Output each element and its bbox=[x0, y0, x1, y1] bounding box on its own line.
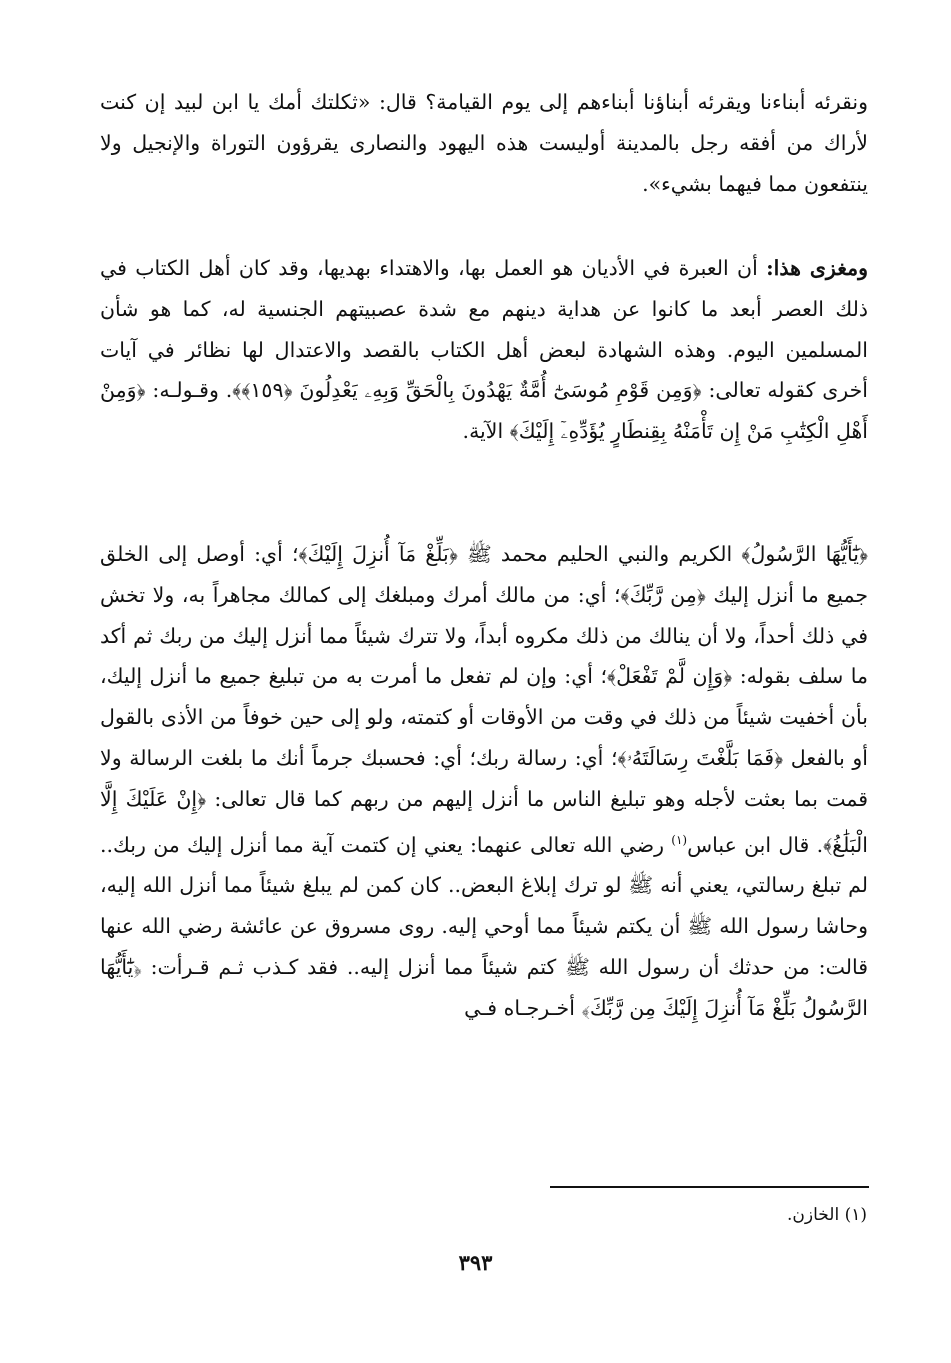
paragraph-3-text: ﴿يَٰٓأَيُّهَا الرَّسُولُ﴾ الكريم والنبي الحليم محمد ﷺ ﴿بَلِّغْ مَآ أُنزِلَ إِلَيْكَ﴾؛ أي: أوصل إلى الخلق جميع ما أنزل إليك ﴿مِن رَّبِّكَ﴾؛ أي: من مالك أمرك ومبلغك إلى كمالك مجاهراً به، ولا تخش في ذلك أحداً، ولا أن ينالك من ذلك مكروه أبداً، ولا تترك شيئاً مما أنزل إليك من ربك ثم أكد ما سلف بقوله: ﴿وَإِن لَّمْ تَفْعَلْ﴾؛ أي: وإن لم تفعل ما أمرت به من تبليغ جميع ما أنزل إليك، بأن أخفيت شيئاً من ذلك في وقت من الأوقات أو كتمته، ولو إلى حين خوفاً من الأذى بالقول أو بالفعل ﴿فَمَا بَلَّغْتَ رِسَالَتَهُۥ﴾؛ أي: رسالة ربك؛ أي: فحسبك جرماً أنك ما بلغت الرسالة ولا قمت بما بعثت لأجله وهو تبليغ الناس ما أنزل إليهم من ربهم كما قال تعالى: ﴿إِنْ عَلَيْكَ إِلَّا الْبَلَٰغُ﴾. قال ابن عباس bbox=[100, 542, 868, 857]
footnote-separator bbox=[550, 1186, 869, 1188]
paragraph-1 bbox=[100, 82, 868, 204]
paragraph-1-text: ونقرئه أبناءنا ويقرئه أبناؤنا أبناءهم إلى يوم القيامة؟ قال: «ثكلتك أمك يا ابن لبيد إن كنت لأراك من أفقه رجل بالمدينة أوليست هذه اليهود والنصارى يقرؤون التوراة والإنجيل ولا ينتفعون مما فيهما بشيء». bbox=[100, 90, 868, 196]
paragraph-2-lead: ومغزى هذا: bbox=[766, 256, 868, 280]
page-number: ٣٩٣ bbox=[458, 1250, 493, 1275]
paragraph-3 bbox=[100, 534, 868, 1028]
paragraph-2-text: أن العبرة في الأديان هو العمل بها، والاهتداء بهديها، وقد كان أهل الكتاب في ذلك العصر أبعد ما كانوا عن هداية دينهم مع شدة عصبيتهم الجنسية له، كما هو شأن المسلمين اليوم. وهذه الشهادة لبعض أهل الكتاب بالقصد والاعتدال لها نظائر في آيات أخرى كقوله تعالى: ﴿وَمِن قَوْمِ مُوسَىٰٓ أُمَّةٌ يَهْدُونَ بِالْحَقِّ وَبِهِۦ يَعْدِلُونَ ﴿١٥٩﴾﴾. وقـولـه: ﴿وَمِنْ أَهْلِ الْكِتَٰبِ مَنْ إِن تَأْمَنْهُ بِقِنطَارٍ يُؤَدِّهِۦٓ إِلَيْكَ﴾ الآية. bbox=[100, 256, 868, 444]
footnote: (١) الخازن. bbox=[787, 1205, 867, 1225]
footnote-reference: (١) bbox=[671, 832, 688, 847]
paragraph-3-text-after: رضي الله تعالى عنهما: يعني إن كتمت آية مما أنزل إليك من ربك.. لم تبلغ رسالتي، يعني أنه ﷺ لو ترك إبلاغ البعض.. كان كمن لم يبلغ شيئاً مما أنزل الله إليه، وحاشا رسول الله ﷺ أن يكتم شيئاً مما أوحي إليه. روى مسروق عن عائشة رضي الله عنها قالت: من حدثك أن رسول الله ﷺ كتم شيئاً مما أنزل إليه.. فقد كـذب ثـم قـرأت: ﴿يَٰٓأَيُّهَا الرَّسُولُ بَلِّغْ مَآ أُنزِلَ إِلَيْكَ مِن رَّبِّكَ﴾ أخـرجـاه فـي bbox=[100, 832, 868, 1020]
paragraph-2 bbox=[100, 248, 868, 452]
